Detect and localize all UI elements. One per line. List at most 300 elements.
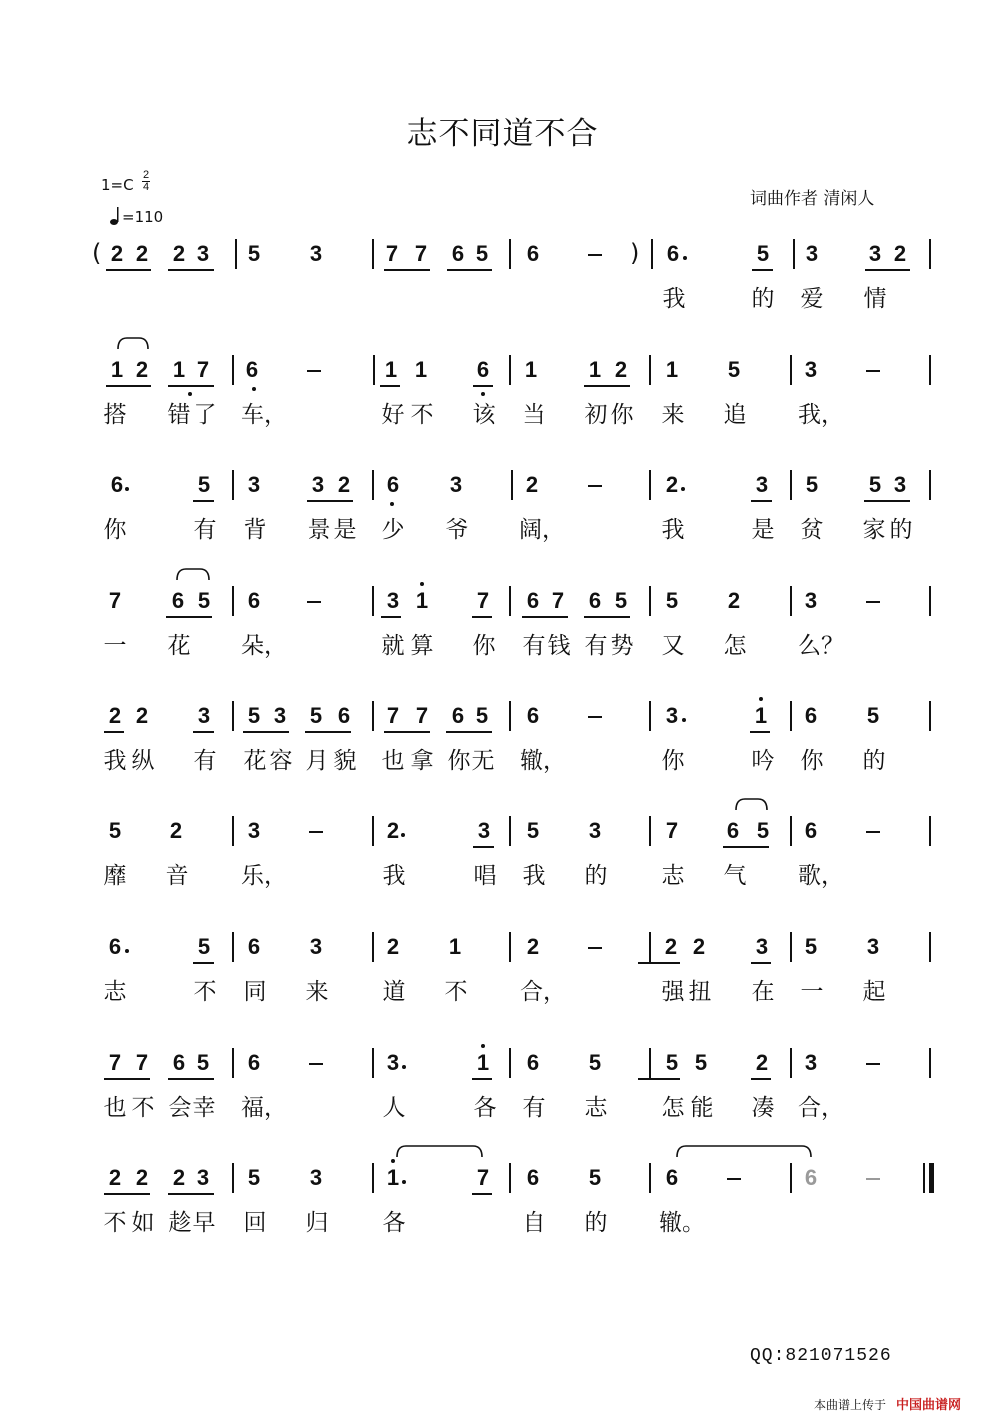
lyric-char: 各 xyxy=(382,1210,406,1236)
lyric-char: 强 xyxy=(661,979,685,1005)
eighth-underline xyxy=(638,1078,680,1080)
barline xyxy=(649,1163,651,1193)
eighth-underline xyxy=(584,385,630,387)
note-ti: 7 xyxy=(196,357,210,382)
barline xyxy=(509,1163,511,1193)
time-signature xyxy=(141,170,151,193)
augmentation-dot xyxy=(402,1180,406,1184)
lyric-char: 有 xyxy=(584,633,608,659)
note-la: 6 xyxy=(451,703,465,728)
note-mi: 3 xyxy=(197,703,211,728)
lyric-char: 你 xyxy=(661,748,685,774)
barline xyxy=(790,355,792,385)
lyric-char: 有 xyxy=(522,1095,546,1121)
note-mi: 3 xyxy=(755,934,769,959)
lyric-char: 你 xyxy=(472,633,496,659)
note-la: 6 xyxy=(476,357,490,382)
note-do: 1 xyxy=(448,934,462,959)
lyric-char: 容 xyxy=(269,748,293,774)
eighth-underline xyxy=(751,500,772,502)
note-mi: 3 xyxy=(477,818,491,843)
eighth-underline xyxy=(168,1078,214,1080)
note-sol: 5 xyxy=(805,472,819,497)
note-sol: 5 xyxy=(247,703,261,728)
note-mi: 3 xyxy=(247,472,261,497)
eighth-underline xyxy=(168,269,214,271)
barline xyxy=(232,701,234,731)
note-mi: 3 xyxy=(309,1165,323,1190)
lyric-char: 势 xyxy=(610,633,634,659)
lyric-char: 景 xyxy=(307,517,331,543)
lyric-char: 少 xyxy=(381,517,405,543)
eighth-underline xyxy=(584,616,630,618)
note-re: 2 xyxy=(664,934,678,959)
barline xyxy=(509,355,511,385)
final-barline-thin xyxy=(923,1163,925,1193)
note-la: 6 xyxy=(588,588,602,613)
note-extension-dash xyxy=(588,254,602,256)
lyric-char: 一 xyxy=(800,979,824,1005)
lyric-char: 你 xyxy=(447,748,471,774)
note-mi: 3 xyxy=(386,1050,400,1075)
note-sol: 5 xyxy=(108,818,122,843)
lyric-char: 月 xyxy=(305,748,329,774)
lyric-char: 不 xyxy=(444,979,468,1005)
eighth-underline xyxy=(446,731,492,733)
note-mi: 3 xyxy=(893,472,907,497)
composer-credit: 词曲作者 清闲人 xyxy=(750,189,875,209)
note-re: 2 xyxy=(172,1165,186,1190)
lyric-char: 在 xyxy=(751,979,775,1005)
key-signature: 1=C xyxy=(101,176,134,194)
barline xyxy=(373,355,375,385)
barline xyxy=(790,1163,792,1193)
note-la: 6 xyxy=(665,1165,679,1190)
barline xyxy=(649,701,651,731)
note-mi: 3 xyxy=(309,241,323,266)
lyric-char: 辙， xyxy=(520,748,566,774)
eighth-underline xyxy=(384,731,430,733)
note-do: 1 xyxy=(414,357,428,382)
lyric-char: 人 xyxy=(382,1095,406,1121)
lyric-char: 怎 xyxy=(723,633,747,659)
lyric-char: 爱 xyxy=(800,286,824,312)
note-sol: 5 xyxy=(614,588,628,613)
lyric-char: 合， xyxy=(798,1095,844,1121)
lyric-char: 的 xyxy=(584,863,608,889)
tempo-marking: =110 xyxy=(122,208,164,226)
note-sol: 5 xyxy=(694,1050,708,1075)
eighth-underline xyxy=(865,269,910,271)
note-re: 2 xyxy=(108,1165,122,1190)
note-do: 1 xyxy=(524,357,538,382)
note-sol: 5 xyxy=(247,1165,261,1190)
barline xyxy=(929,1048,931,1078)
note-sol: 5 xyxy=(475,703,489,728)
lyric-char: 是 xyxy=(333,517,357,543)
note-extension-dash xyxy=(866,601,880,603)
note-sol: 5 xyxy=(866,703,880,728)
high-octave-dot xyxy=(759,697,763,701)
lyric-char: 吟 xyxy=(751,748,775,774)
barline xyxy=(651,239,653,269)
note-re: 2 xyxy=(135,357,149,382)
note-la: 6 xyxy=(245,357,259,382)
note-sol: 5 xyxy=(804,934,818,959)
eighth-underline xyxy=(166,616,212,618)
lyric-char: 唱 xyxy=(473,863,497,889)
note-re: 2 xyxy=(169,818,183,843)
barline xyxy=(235,239,237,269)
lyric-char: 归 xyxy=(305,1210,329,1236)
lyric-char: 靡 xyxy=(103,863,127,889)
lyric-char: 就 xyxy=(381,633,405,659)
note-re: 2 xyxy=(135,1165,149,1190)
lyric-char: 你 xyxy=(103,517,127,543)
lyric-char: 乐， xyxy=(241,863,287,889)
lyric-char: 花 xyxy=(243,748,267,774)
eighth-underline xyxy=(864,500,910,502)
barline xyxy=(509,816,511,846)
slur-arc xyxy=(117,336,149,350)
note-ti: 7 xyxy=(665,818,679,843)
lyric-char: 初 xyxy=(584,402,608,428)
lyric-char: 志 xyxy=(103,979,127,1005)
note-ti: 7 xyxy=(476,588,490,613)
note-re: 2 xyxy=(692,934,706,959)
eighth-underline xyxy=(243,731,289,733)
eighth-underline xyxy=(472,1078,492,1080)
note-ti: 7 xyxy=(385,241,399,266)
lyric-char: 你 xyxy=(800,748,824,774)
lyric-char: 的 xyxy=(862,748,886,774)
barline xyxy=(232,932,234,962)
low-octave-dot xyxy=(188,392,192,396)
barline xyxy=(372,1163,374,1193)
barline xyxy=(372,470,374,500)
note-sol: 5 xyxy=(756,818,770,843)
eighth-underline xyxy=(751,1078,771,1080)
augmentation-dot xyxy=(402,1065,406,1069)
lyric-char: 有 xyxy=(193,748,217,774)
lyric-char: 的 xyxy=(751,286,775,312)
note-la: 6 xyxy=(526,703,540,728)
note-la: 6 xyxy=(526,241,540,266)
note-la: 6 xyxy=(526,588,540,613)
lyric-char: 情 xyxy=(863,286,887,312)
note-extension-dash xyxy=(307,601,321,603)
lyric-char: 我 xyxy=(103,748,127,774)
eighth-underline xyxy=(106,385,151,387)
barline xyxy=(649,470,651,500)
lyric-char: 回 xyxy=(243,1210,267,1236)
lyric-char: 同 xyxy=(243,979,267,1005)
augmentation-dot xyxy=(125,949,129,953)
site-logo: 中国曲谱网 xyxy=(896,1398,962,1413)
note-re: 2 xyxy=(755,1050,769,1075)
note-extension-dash xyxy=(866,1063,880,1065)
note-la: 6 xyxy=(804,818,818,843)
lyric-char: 音 xyxy=(165,863,189,889)
lyric-char: 起 xyxy=(862,979,886,1005)
note-extension-dash xyxy=(588,947,602,949)
note-ti: 7 xyxy=(414,241,428,266)
barline xyxy=(372,701,374,731)
lyric-char: 的 xyxy=(889,517,913,543)
eighth-underline xyxy=(381,616,401,618)
barline xyxy=(509,1048,511,1078)
eighth-underline xyxy=(473,846,494,848)
note-sol: 5 xyxy=(309,703,323,728)
note-ti: 7 xyxy=(386,703,400,728)
note-ti: 7 xyxy=(551,588,565,613)
lyric-char: 有 xyxy=(193,517,217,543)
lyric-char: 早 xyxy=(192,1210,216,1236)
note-la: 6 xyxy=(666,241,680,266)
note-la: 6 xyxy=(172,1050,186,1075)
augmentation-dot xyxy=(681,487,685,491)
lyric-char: 辙。 xyxy=(659,1210,705,1236)
note-re: 2 xyxy=(614,357,628,382)
note-sol: 5 xyxy=(526,818,540,843)
eighth-underline xyxy=(522,616,568,618)
note-la: 6 xyxy=(247,588,261,613)
note-extension-dash xyxy=(588,716,602,718)
barline xyxy=(790,1048,792,1078)
quarter-note-icon xyxy=(110,206,120,226)
eighth-underline xyxy=(168,1193,214,1195)
lyric-char: 来 xyxy=(661,402,685,428)
note-mi: 3 xyxy=(196,241,210,266)
eighth-underline xyxy=(193,962,214,964)
note-extension-dash xyxy=(866,831,880,833)
barline xyxy=(232,470,234,500)
note-mi: 3 xyxy=(588,818,602,843)
augmentation-dot xyxy=(683,256,687,260)
lyric-char: 好 xyxy=(381,402,405,428)
eighth-underline xyxy=(104,1193,150,1195)
note-la: 6 xyxy=(526,1165,540,1190)
lyric-char: 各 xyxy=(473,1095,497,1121)
intro-open-paren: ( xyxy=(92,239,102,267)
lyric-char: 怎 xyxy=(661,1095,685,1121)
lyric-char: 车， xyxy=(241,402,287,428)
eighth-underline xyxy=(193,731,214,733)
high-octave-dot xyxy=(481,1044,485,1048)
barline xyxy=(649,355,651,385)
lyric-char: 算 xyxy=(410,633,434,659)
eighth-underline xyxy=(752,269,773,271)
barline xyxy=(929,816,931,846)
lyric-char: 志 xyxy=(661,863,685,889)
barline xyxy=(649,932,651,962)
note-la: 6 xyxy=(247,1050,261,1075)
note-mi: 3 xyxy=(309,934,323,959)
barline xyxy=(790,586,792,616)
note-do: 1 xyxy=(384,357,398,382)
note-mi: 3 xyxy=(804,1050,818,1075)
note-la: 6 xyxy=(337,703,351,728)
eighth-underline xyxy=(193,500,214,502)
note-extension-dash xyxy=(307,370,321,372)
note-re: 2 xyxy=(386,818,400,843)
note-high-do: 1 xyxy=(386,1165,400,1190)
barline xyxy=(929,701,931,731)
barline xyxy=(372,816,374,846)
eighth-underline xyxy=(168,385,214,387)
note-mi: 3 xyxy=(311,472,325,497)
augmentation-dot xyxy=(401,833,405,837)
lyric-char: 爷 xyxy=(445,517,469,543)
lyric-char: 当 xyxy=(522,402,546,428)
note-mi: 3 xyxy=(386,588,400,613)
low-octave-dot xyxy=(252,387,256,391)
note-high-do: 1 xyxy=(754,703,768,728)
eighth-underline xyxy=(104,731,124,733)
lyric-char: 不 xyxy=(103,1210,127,1236)
note-la: 6 xyxy=(247,934,261,959)
note-do: 1 xyxy=(665,357,679,382)
augmentation-dot xyxy=(682,718,686,722)
note-la: 6 xyxy=(726,818,740,843)
lyric-char: 错 xyxy=(167,402,191,428)
eighth-underline xyxy=(305,731,351,733)
note-extension-dash xyxy=(727,1178,741,1180)
lyric-char: 歌， xyxy=(798,863,844,889)
high-octave-dot xyxy=(391,1159,395,1163)
lyric-char: 不 xyxy=(193,979,217,1005)
eighth-underline xyxy=(384,269,430,271)
note-mi: 3 xyxy=(273,703,287,728)
high-octave-dot xyxy=(420,582,424,586)
lyric-char: 你 xyxy=(610,402,634,428)
note-sol: 5 xyxy=(665,1050,679,1075)
lyric-char: 追 xyxy=(723,402,747,428)
barline xyxy=(790,701,792,731)
lyric-char: 无 xyxy=(471,748,495,774)
barline xyxy=(649,1048,651,1078)
eighth-underline xyxy=(638,962,680,964)
eighth-underline xyxy=(472,1193,492,1195)
barline xyxy=(929,239,931,269)
note-do: 1 xyxy=(172,357,186,382)
lyric-char: 么？ xyxy=(798,633,844,659)
note-mi: 3 xyxy=(866,934,880,959)
note-sol: 5 xyxy=(196,1050,210,1075)
lyric-char: 的 xyxy=(584,1210,608,1236)
note-la: 6 xyxy=(110,472,124,497)
lyric-char: 背 xyxy=(243,517,267,543)
intro-close-paren: ) xyxy=(630,239,640,267)
note-re: 2 xyxy=(386,934,400,959)
note-la: 6 xyxy=(108,934,122,959)
lyric-char: 阔， xyxy=(519,517,565,543)
time-sig-denominator: 4 xyxy=(142,181,150,193)
note-mi: 3 xyxy=(665,703,679,728)
lyric-char: 纵 xyxy=(131,748,155,774)
note-la: 6 xyxy=(804,703,818,728)
note-re: 2 xyxy=(172,241,186,266)
lyric-char: 我 xyxy=(661,517,685,543)
note-sol: 5 xyxy=(475,241,489,266)
note-mi: 3 xyxy=(196,1165,210,1190)
note-mi: 3 xyxy=(247,818,261,843)
lyric-char: 气 xyxy=(723,863,747,889)
lyric-char: 花 xyxy=(167,633,191,659)
final-barline xyxy=(929,1163,934,1193)
note-ti: 7 xyxy=(108,1050,122,1075)
lyric-char: 钱 xyxy=(547,633,571,659)
upload-note: 本曲谱上传于 xyxy=(814,1398,887,1412)
note-la: 6 xyxy=(451,241,465,266)
barline xyxy=(232,586,234,616)
slur-arc xyxy=(735,797,768,811)
note-ti: 7 xyxy=(108,588,122,613)
eighth-underline xyxy=(723,846,769,848)
note-sol: 5 xyxy=(588,1165,602,1190)
note-do: 1 xyxy=(588,357,602,382)
lyric-char: 我， xyxy=(798,402,844,428)
barline xyxy=(790,816,792,846)
barline xyxy=(232,355,234,385)
lyric-char: 贫 xyxy=(800,517,824,543)
lyric-char: 不 xyxy=(131,1095,155,1121)
note-la: 6 xyxy=(386,472,400,497)
lyric-char: 志 xyxy=(584,1095,608,1121)
lyric-char: 也 xyxy=(103,1095,127,1121)
lyric-char: 家 xyxy=(862,517,886,543)
note-sol: 5 xyxy=(727,357,741,382)
barline xyxy=(509,932,511,962)
note-mi: 3 xyxy=(755,472,769,497)
eighth-underline xyxy=(473,385,493,387)
barline xyxy=(232,1163,234,1193)
note-sol: 5 xyxy=(247,241,261,266)
note-la: 6 xyxy=(171,588,185,613)
low-octave-dot xyxy=(390,502,394,506)
note-re: 2 xyxy=(135,241,149,266)
lyric-char: 又 xyxy=(661,633,685,659)
note-mi: 3 xyxy=(804,588,818,613)
lyric-char: 来 xyxy=(305,979,329,1005)
lyric-char: 我 xyxy=(522,863,546,889)
augmentation-dot xyxy=(125,487,129,491)
note-re: 2 xyxy=(526,934,540,959)
note-extension-dash xyxy=(866,370,880,372)
lyric-char: 拿 xyxy=(410,748,434,774)
barline xyxy=(232,816,234,846)
note-sol: 5 xyxy=(588,1050,602,1075)
note-la: 6 xyxy=(526,1050,540,1075)
eighth-underline xyxy=(472,616,492,618)
barline xyxy=(790,470,792,500)
note-mi: 3 xyxy=(449,472,463,497)
barline xyxy=(509,239,511,269)
barline xyxy=(372,1048,374,1078)
lyric-char: 我 xyxy=(662,286,686,312)
note-re: 2 xyxy=(337,472,351,497)
eighth-underline xyxy=(751,962,771,964)
note-extension-dash xyxy=(309,831,323,833)
lyric-char: 凑 xyxy=(751,1095,775,1121)
low-octave-dot xyxy=(481,392,485,396)
note-sol: 5 xyxy=(197,472,211,497)
barline xyxy=(929,355,931,385)
lyric-char: 有 xyxy=(522,633,546,659)
barline xyxy=(790,932,792,962)
note-ti: 7 xyxy=(135,1050,149,1075)
note-sol: 5 xyxy=(756,241,770,266)
